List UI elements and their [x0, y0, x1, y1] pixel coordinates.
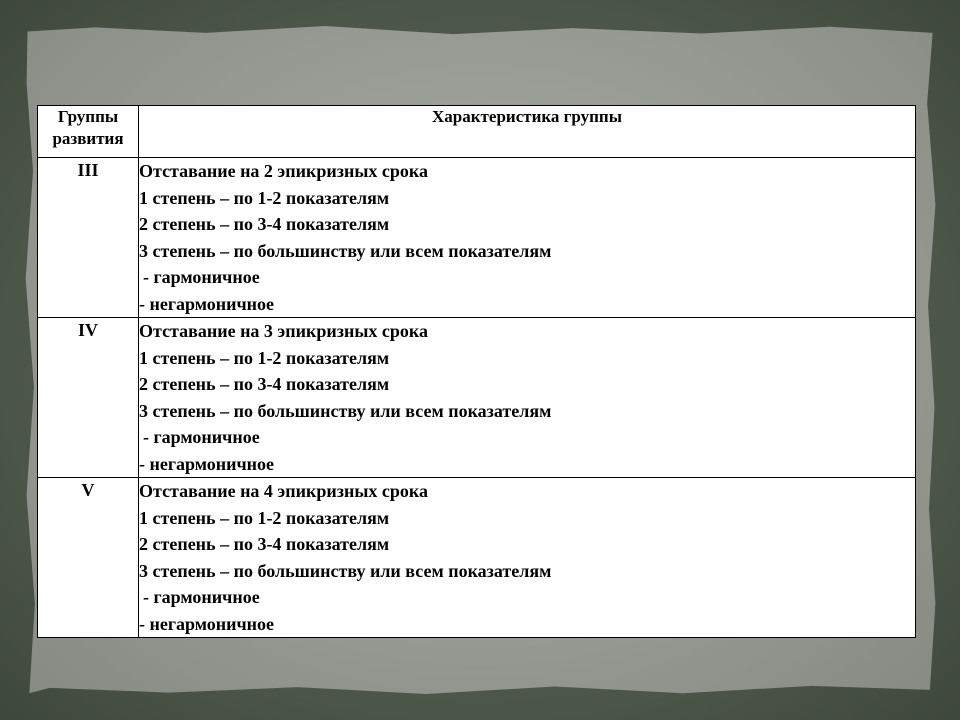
- degree-line: 3 степень – по большинству или всем показателям: [139, 560, 552, 581]
- type-line: - негармоничное: [139, 453, 275, 474]
- degree-line: 1 степень – по 1-2 показателям: [139, 347, 390, 368]
- description-cell: [139, 158, 916, 318]
- degree-line: 2 степень – по 3-4 показателям: [139, 534, 390, 554]
- development-groups-table: [37, 105, 916, 638]
- type-line: - гармоничное: [143, 427, 260, 447]
- lag-line: Отставание на 2 эпикризных срока: [139, 161, 428, 181]
- lag-line: Отставание на 4 эпикризных срока: [139, 481, 428, 501]
- table-header-row: [38, 106, 916, 158]
- header-characteristic: Характеристика группы: [139, 106, 916, 158]
- group-cell: IV: [38, 318, 139, 478]
- description-cell: [139, 478, 916, 638]
- degree-line: 2 степень – по 3-4 показателям: [139, 374, 390, 394]
- group-cell: III: [38, 158, 139, 318]
- type-line: - гармоничное: [143, 267, 260, 287]
- degree-line: 1 степень – по 1-2 показателям: [139, 187, 390, 208]
- description-cell: [139, 318, 916, 478]
- degree-line: 1 степень – по 1-2 показателям: [139, 507, 390, 528]
- lag-line: Отставание на 3 эпикризных срока: [139, 321, 428, 341]
- table-row: [38, 318, 916, 478]
- type-line: - негармоничное: [139, 613, 275, 634]
- table-row: [38, 158, 916, 318]
- group-cell: V: [38, 478, 139, 638]
- type-line: - гармоничное: [143, 587, 260, 607]
- degree-line: 3 степень – по большинству или всем показателям: [139, 240, 552, 261]
- degree-line: 2 степень – по 3-4 показателям: [139, 214, 390, 234]
- type-line: - негармоничное: [139, 293, 275, 314]
- header-group: Группы развития: [38, 106, 139, 158]
- table-row: [38, 478, 916, 638]
- degree-line: 3 степень – по большинству или всем показателям: [139, 400, 552, 421]
